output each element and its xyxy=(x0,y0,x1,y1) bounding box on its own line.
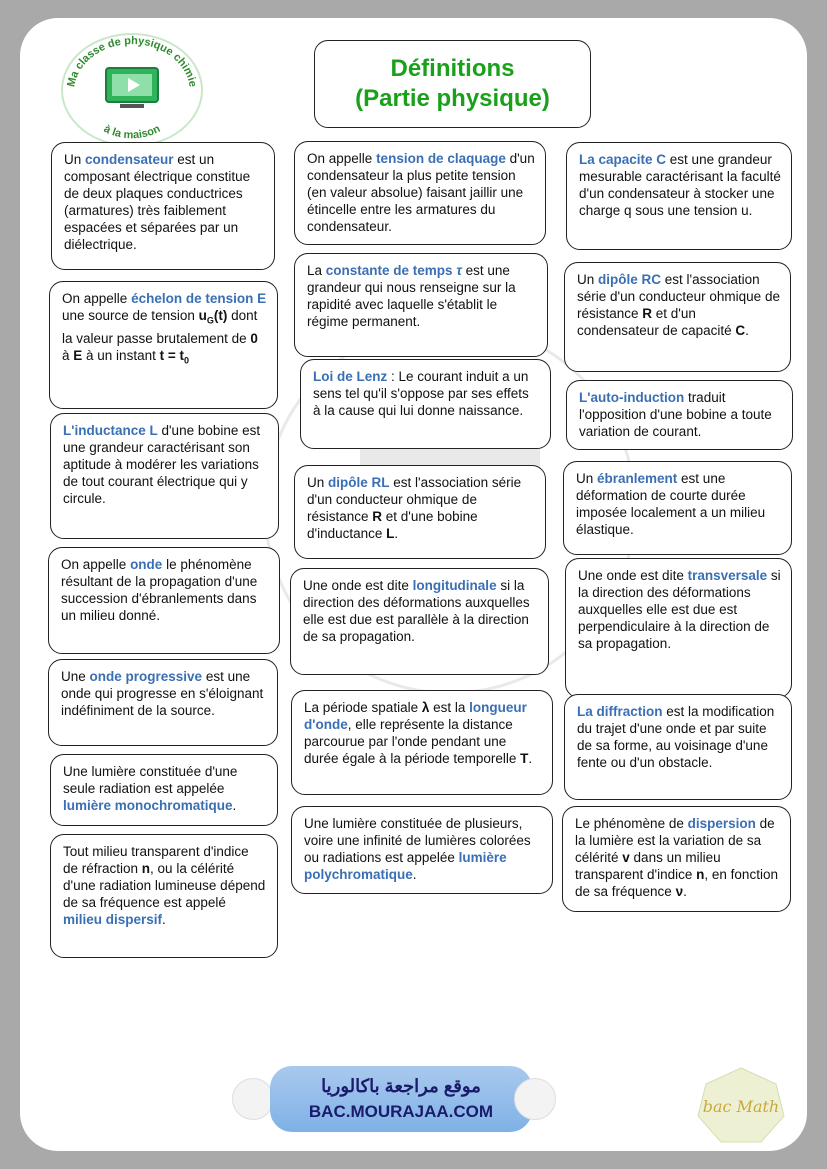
def-dispersion: Le phénomène de dispersion de la lumière est la variation de sa célérité v dans un milieu transparent d'indice n, en fonction de sa fréquence ν. xyxy=(562,806,791,912)
def-loi-lenz: Loi de Lenz : Le courant induit a un sens tel qu'il s'oppose par ses effets à la cause qui lui donne naissance. xyxy=(300,359,551,449)
footer-url-link[interactable]: BAC.MOURAJAA.COM xyxy=(308,1102,494,1121)
def-onde-progressive: Une onde progressive est une onde qui progresse en s'éloignant indéfiniment de la source. xyxy=(48,659,278,746)
logo-text-top: Ma classe de physique chimie xyxy=(65,34,199,89)
def-onde-longitudinale: Une onde est dite longitudinale si la direction des déformations auxquelles elle est due est parallèle à la direction de sa propagation. xyxy=(290,568,549,675)
def-milieu-dispersif: Tout milieu transparent d'indice de réfraction n, ou la célérité d'une radiation lumineuse dépend de sa fréquence est appelé milieu dispersif. xyxy=(50,834,278,958)
def-onde-transversale: Une onde est dite transversale si la direction des déformations auxquelles elle est due est perpendiculaire à la direction de sa propagation. xyxy=(565,558,792,698)
def-diffraction: La diffraction est la modification du trajet d'une onde et par suite de sa forme, au voisinage d'une fente ou d'un obstacle. xyxy=(564,694,792,800)
bacmath-text: bac Math xyxy=(702,1097,780,1116)
def-onde: On appelle onde le phénomène résultant de la propagation d'une succession d'ébranlements dans un milieu donné. xyxy=(48,547,280,654)
def-ebranlement: Un ébranlement est une déformation de courte durée imposée localement a un milieu élastique. xyxy=(563,461,792,555)
def-longueur-onde: La période spatiale λ est la longueur d'onde, elle représente la distance parcourue par l'onde pendant une durée égale à la période temporelle T. xyxy=(291,690,553,795)
logo xyxy=(56,30,208,150)
footer-logo-right xyxy=(514,1078,556,1120)
def-tension-claquage: On appelle tension de claquage d'un condensateur la plus petite tension (en valeur absolue) faisant jaillir une étincelle entre les armatures du condensateur. xyxy=(294,141,546,245)
logo-text-bottom: à la maison xyxy=(101,122,163,142)
footer-arabic-title: موقع مراجعة باكالوريا xyxy=(321,1076,481,1096)
def-capacite: La capacite C est une grandeur mesurable caractérisant la faculté d'un condensateur à stocker une charge q sous une tension u. xyxy=(566,142,792,250)
def-auto-induction: L'auto-induction traduit l'opposition d'une bobine a toute variation de courant. xyxy=(566,380,793,450)
footer-logo-left xyxy=(232,1078,274,1120)
def-inductance: L'inductance L d'une bobine est une grandeur caractérisant son aptitude à modérer les variations de tout courant électrique qui y circule. xyxy=(50,413,279,539)
def-lumiere-monochromatique: Une lumière constituée d'une seule radiation est appelée lumière monochromatique. xyxy=(50,754,278,826)
bacmath-logo xyxy=(696,1066,786,1146)
def-dipole-rl: Un dipôle RL est l'association série d'un conducteur ohmique de résistance R et d'une bobine d'inductance L. xyxy=(294,465,546,559)
def-echelon-tension: On appelle échelon de tension E une source de tension $u_G(t)$ dont la valeur passe brutalement de 0 à E à un instant $t = t_0$ xyxy=(49,281,278,409)
title-line-1: Définitions xyxy=(390,55,515,82)
footer-banner[interactable] xyxy=(270,1066,532,1132)
def-lumiere-polychromatique: Une lumière constituée de plusieurs, voire une infinité de lumières colorées ou radiations est appelée lumière polychromatique. xyxy=(291,806,553,894)
def-condensateur: Un condensateur est un composant électrique constitue de deux plaques conductrices (armatures) très faiblement espacées et séparées par un diélectrique. xyxy=(51,142,275,270)
def-constante-temps: La constante de temps τ est une grandeur qui nous renseigne sur la rapidité avec laquelle s'établit le régime permanent. xyxy=(294,253,548,357)
def-dipole-rc: Un dipôle RC est l'association série d'un conducteur ohmique de résistance R et d'un condensateur de capacité C. xyxy=(564,262,791,372)
page-title xyxy=(314,40,591,128)
page xyxy=(20,18,807,1151)
title-line-2: (Partie physique) xyxy=(355,85,550,112)
